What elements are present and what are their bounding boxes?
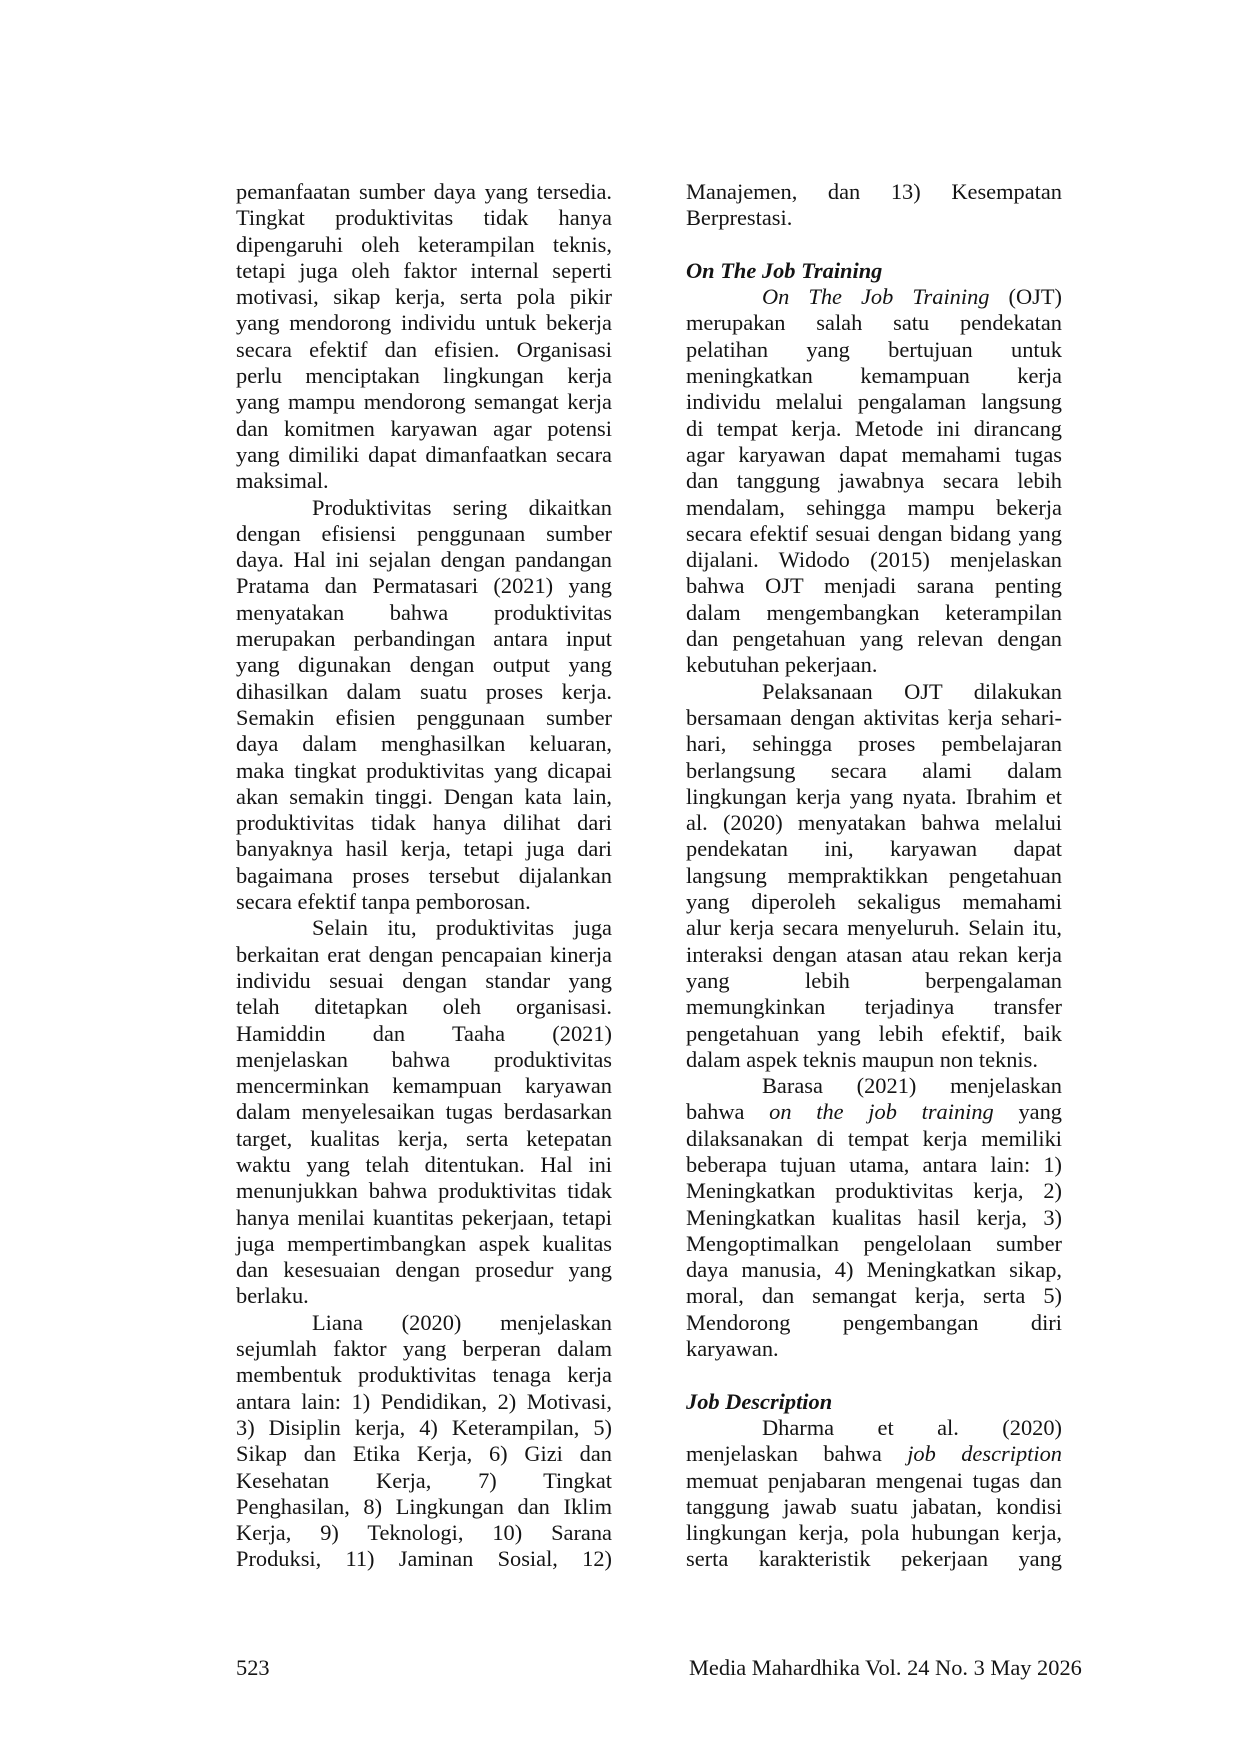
text-line: lingkungan kerja yang nyata. Ibrahim et [686, 783, 1062, 809]
page-number: 523 [236, 1655, 270, 1680]
text-line: dijalani. Widodo (2015) menjelaskan [686, 547, 1062, 573]
text-line: karyawan. [686, 1336, 779, 1362]
text-line: moral, dan semangat kerja, serta 5) [686, 1283, 1062, 1309]
text-line: Selain itu, produktivitas juga [312, 915, 612, 941]
text-line: maka tingkat produktivitas yang dicapai [236, 757, 612, 783]
text-line: Semakin efisien penggunaan sumber [236, 704, 612, 730]
text-line: dipengaruhi oleh keterampilan teknis, [236, 231, 612, 257]
italic-term: On The Job Training [762, 284, 990, 310]
text-line: bersamaan dengan aktivitas kerja sehari- [686, 704, 1062, 730]
text-line: beberapa tujuan utama, antara lain: 1) [686, 1151, 1062, 1177]
text-line: Liana (2020) menjelaskan [312, 1309, 612, 1335]
text-line: banyaknya hasil kerja, tetapi juga dari [236, 836, 612, 862]
text-line: Meningkatkan produktivitas kerja, 2) [686, 1178, 1062, 1204]
text-line: Pratama dan Permatasari (2021) yang [236, 573, 612, 599]
text-line [686, 284, 1062, 310]
text-line: daya. Hal ini sejalan dengan pandangan [236, 547, 612, 573]
text-line: alur kerja secara menyeluruh. Selain itu, [686, 915, 1062, 941]
text-line: secara efektif dan efisien. Organisasi [236, 336, 612, 362]
text-line: Kerja, 9) Teknologi, 10) Sarana [236, 1520, 612, 1546]
text-line: Pelaksanaan OJT dilakukan [762, 678, 1062, 704]
text-line: yang dimiliki dapat dimanfaatkan secara [236, 441, 612, 467]
text-line: kebutuhan pekerjaan. [686, 652, 878, 678]
journal-citation: Media Mahardhika Vol. 24 No. 3 May 2026 [689, 1655, 1082, 1680]
text-line: secara efektif sesuai dengan bidang yang [686, 520, 1062, 546]
text-segment: yang [993, 1099, 1062, 1125]
text-line: perlu menciptakan lingkungan kerja [236, 363, 612, 389]
text-line: langsung mempraktikkan pengetahuan [686, 862, 1062, 888]
text-line: agar karyawan dapat memahami tugas [686, 441, 1062, 467]
text-line: dan komitmen karyawan agar potensi [236, 415, 612, 441]
text-line: Manajemen, dan 13) Kesempatan [686, 179, 1062, 204]
text-line: Produksi, 11) Jaminan Sosial, 12) [236, 1546, 612, 1572]
text-line: berkaitan erat dengan pencapaian kinerja [236, 941, 612, 967]
text-line: pendekatan ini, karyawan dapat [686, 836, 1062, 862]
text-line: pemanfaatan sumber daya yang tersedia. [236, 179, 612, 204]
text-line: serta karakteristik pekerjaan yang [686, 1546, 1062, 1572]
text-line: memuat penjabaran mengenai tugas dan [686, 1467, 1062, 1493]
text-line: menunjukkan bahwa produktivitas tidak [236, 1178, 612, 1204]
text-line: pengetahuan yang lebih efektif, baik [686, 1020, 1062, 1046]
text-line: bahwa OJT menjadi sarana penting [686, 573, 1062, 599]
text-line: Penghasilan, 8) Lingkungan dan Iklim [236, 1493, 612, 1519]
text-line: hari, sehingga proses pembelajaran [686, 731, 1062, 757]
section-heading: On The Job Training [686, 257, 883, 283]
text-line: antara lain: 1) Pendidikan, 2) Motivasi, [236, 1388, 612, 1414]
text-line: al. (2020) menyatakan bahwa melalui [686, 810, 1062, 836]
text-line: berlaku. [236, 1283, 309, 1309]
text-line: sejumlah faktor yang berperan dalam [236, 1336, 612, 1362]
text-line: menjelaskan bahwa produktivitas [236, 1046, 612, 1072]
text-line: Hamiddin dan Taaha (2021) [236, 1020, 612, 1046]
text-line: meningkatkan kemampuan kerja [686, 363, 1062, 389]
text-line: Sikap dan Etika Kerja, 6) Gizi dan [236, 1441, 612, 1467]
text-line: membentuk produktivitas tenaga kerja [236, 1362, 612, 1388]
text-line: dan pengetahuan yang relevan dengan [686, 626, 1062, 652]
text-line: di tempat kerja. Metode ini dirancang [686, 415, 1062, 441]
text-segment: bahwa [686, 1099, 770, 1125]
right-column [686, 179, 1062, 1573]
text-line: telah ditetapkan oleh organisasi. [236, 994, 612, 1020]
text-line: juga mempertimbangkan aspek kualitas [236, 1230, 612, 1256]
text-line: dalam aspek teknis maupun non teknis. [686, 1046, 1038, 1072]
paragraph [236, 179, 612, 495]
text-line: Berprestasi. [686, 205, 793, 231]
text-line: bagaimana proses tersebut dijalankan [236, 862, 612, 888]
text-line: Dharma et al. (2020) [762, 1414, 1062, 1440]
paragraph [686, 679, 1062, 1073]
text-line: daya manusia, 4) Meningkatkan sikap, [686, 1257, 1062, 1283]
text-line: Meningkatkan kualitas hasil kerja, 3) [686, 1204, 1062, 1230]
text-line: maksimal. [236, 468, 329, 494]
text-line: menyatakan bahwa produktivitas [236, 599, 612, 625]
text-line: yang digunakan dengan output yang [236, 652, 612, 678]
text-segment: menjelaskan bahwa [686, 1441, 908, 1467]
text-line: dalam mengembangkan keterampilan [686, 599, 1062, 625]
text-line [686, 1099, 1062, 1125]
text-line: dalam menyelesaikan tugas berdasarkan [236, 1099, 612, 1125]
text-line: tetapi juga oleh faktor internal seperti [236, 257, 612, 283]
italic-term: on the job training [769, 1099, 994, 1125]
paragraph [236, 915, 612, 1309]
text-line: merupakan perbandingan antara input [236, 626, 612, 652]
left-column [236, 179, 612, 1573]
text-line: pelatihan yang bertujuan untuk [686, 336, 1062, 362]
text-line: dilaksanakan di tempat kerja memiliki [686, 1125, 1062, 1151]
text-line: target, kualitas kerja, serta ketepatan [236, 1125, 612, 1151]
paragraph [236, 1310, 612, 1573]
text-line: Kesehatan Kerja, 7) Tingkat [236, 1467, 612, 1493]
text-line: Produktivitas sering dikaitkan [312, 494, 612, 520]
text-line: mendalam, sehingga mampu bekerja [686, 494, 1062, 520]
text-line: yang mendorong individu untuk bekerja [236, 310, 612, 336]
text-line: tanggung jawab suatu jabatan, kondisi [686, 1493, 1062, 1519]
italic-term: job description [907, 1441, 1062, 1467]
text-line: berlangsung secara alami dalam [686, 757, 1062, 783]
text-line: dengan efisiensi penggunaan sumber [236, 520, 612, 546]
text-line: dan tanggung jawabnya secara lebih [686, 468, 1062, 494]
text-line: merupakan salah satu pendekatan [686, 310, 1062, 336]
text-line [686, 1441, 1062, 1467]
text-line: yang diperoleh sekaligus memahami [686, 889, 1062, 915]
text-line: dihasilkan dalam suatu proses kerja. [236, 678, 612, 704]
text-line: Barasa (2021) menjelaskan [762, 1073, 1062, 1099]
paragraph [236, 495, 612, 916]
text-line: yang mampu mendorong semangat kerja [236, 389, 612, 415]
paragraph [686, 1073, 1062, 1362]
text-line: lingkungan kerja, pola hubungan kerja, [686, 1520, 1062, 1546]
text-line: secara efektif tanpa pemborosan. [236, 889, 531, 915]
text-line: Mengoptimalkan pengelolaan sumber [686, 1230, 1062, 1256]
text-line: Tingkat produktivitas tidak hanya [236, 205, 612, 231]
text-line: waktu yang telah ditentukan. Hal ini [236, 1151, 612, 1177]
text-line: motivasi, sikap kerja, serta pola pikir [236, 284, 612, 310]
paragraph [686, 1415, 1062, 1573]
text-line: dan kesesuaian dengan prosedur yang [236, 1257, 612, 1283]
text-line: yang lebih berpengalaman [686, 967, 1062, 993]
text-line: hanya menilai kuantitas pekerjaan, tetapi [236, 1204, 612, 1230]
text-line: interaksi dengan atasan atau rekan kerja [686, 941, 1062, 967]
paragraph [686, 179, 1062, 232]
text-segment: (OJT) [989, 284, 1062, 310]
text-line: 3) Disiplin kerja, 4) Keterampilan, 5) [236, 1414, 612, 1440]
text-line: individu sesuai dengan standar yang [236, 967, 612, 993]
section-heading: Job Description [686, 1388, 833, 1414]
paragraph [686, 284, 1062, 678]
text-line: mencerminkan kemampuan karyawan [236, 1073, 612, 1099]
text-line: daya dalam menghasilkan keluaran, [236, 731, 612, 757]
text-line: akan semakin tinggi. Dengan kata lain, [236, 783, 612, 809]
text-line: individu melalui pengalaman langsung [686, 389, 1062, 415]
text-line: produktivitas tidak hanya dilihat dari [236, 810, 612, 836]
text-line: memungkinkan terjadinya transfer [686, 994, 1062, 1020]
text-line: Mendorong pengembangan diri [686, 1309, 1062, 1335]
